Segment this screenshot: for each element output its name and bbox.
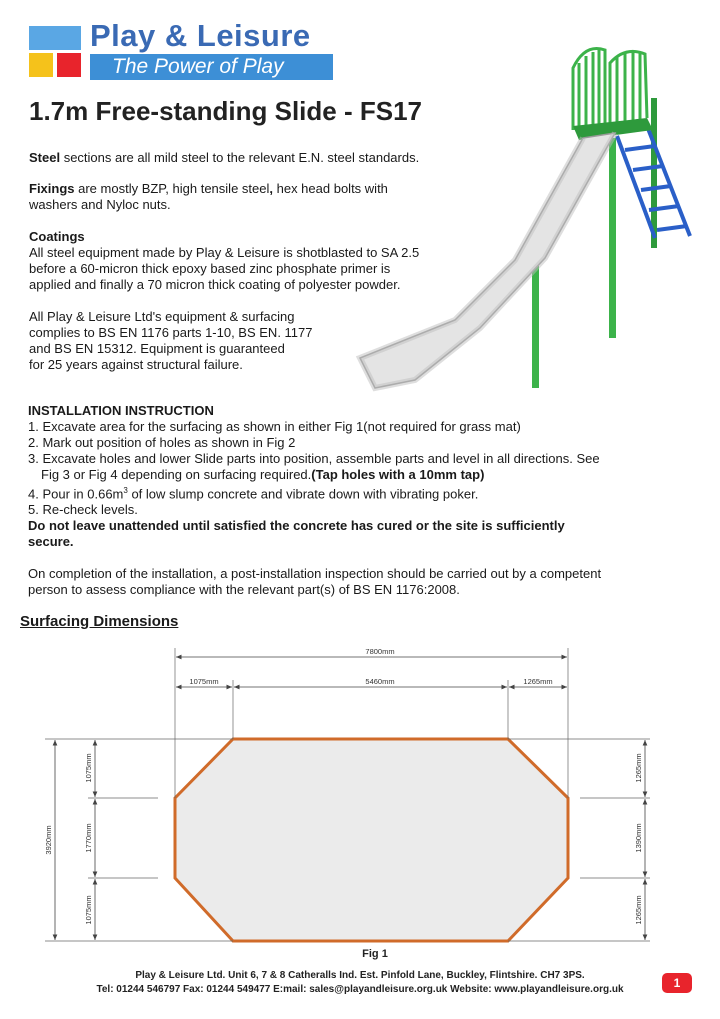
dim-right-bottom: 1265mm xyxy=(634,895,643,925)
footer-contact: Tel: 01244 546797 Fax: 01244 549477 E:mail: sales@playandleisure.org.uk Website: www.playandleisure.org.uk xyxy=(96,984,624,995)
surfacing-outline xyxy=(175,739,568,941)
figure-caption: Fig 1 xyxy=(362,948,388,960)
logo-square-yellow xyxy=(29,53,53,77)
compliance-paragraph xyxy=(29,309,313,373)
brand-name: Play & Leisure xyxy=(90,18,311,53)
completion-line-2: person to assess compliance with the relevant part(s) of BS EN 1176:2008. xyxy=(28,582,460,598)
completion-line-1: On completion of the installation, a post-installation inspection should be carried out by a competent xyxy=(28,566,602,582)
dim-left-bottom: 1075mm xyxy=(84,895,93,925)
dim-left-mid: 1770mm xyxy=(84,823,93,853)
coatings-line: before a 60-micron thick epoxy based zinc phosphate primer is xyxy=(29,261,391,276)
warning-line-2: secure. xyxy=(28,534,74,550)
compliance-line: and BS EN 15312. Equipment is guaranteed xyxy=(29,341,285,356)
surfacing-heading: Surfacing Dimensions xyxy=(20,613,179,630)
logo-square-red xyxy=(57,53,81,77)
warning-line-1: Do not leave unattended until satisfied the concrete has cured or the site is sufficiently xyxy=(28,518,565,534)
slide-post-rear xyxy=(609,138,616,338)
slide-illustration xyxy=(355,38,700,398)
fixings-paragraph xyxy=(29,181,388,213)
dim-right: 1265mm xyxy=(523,677,553,686)
dim-middle: 5460mm xyxy=(365,677,395,686)
installation-step-3-cont: Fig 3 or Fig 4 depending on surfacing required.(Tap holes with a 10mm tap) xyxy=(41,467,485,482)
coatings-line: applied and finally a 70 micron thick coating of polyester powder. xyxy=(29,277,401,292)
compliance-line: complies to BS EN 1176 parts 1-10, BS EN. 1177 xyxy=(29,325,313,340)
dim-total-width: 7800mm xyxy=(365,647,395,656)
installation-step-5: 5. Re-check levels. xyxy=(28,502,138,518)
brand-tagline: The Power of Play xyxy=(112,55,284,78)
steel-paragraph xyxy=(29,150,419,166)
coatings-label: Coatings xyxy=(29,229,85,244)
installation-step-4: 4. Pour in $0.66m^3$ of low slump concrete and vibrate down with vibrating poker. xyxy=(28,486,479,502)
dim-right-mid: 1390mm xyxy=(634,823,643,853)
page-title: 1.7m Free-standing Slide - FS17 xyxy=(29,96,422,126)
dim-left-top: 1075mm xyxy=(84,753,93,783)
fixings-text-2: hex head bolts with xyxy=(273,181,388,196)
compliance-line: for 25 years against structural failure. xyxy=(29,357,243,372)
coatings-line: All steel equipment made by Play & Leisure is shotblasted to SA 2.5 xyxy=(29,245,420,260)
steel-text: sections are all mild steel to the relevant E.N. steel standards. xyxy=(60,150,420,165)
installation-heading: INSTALLATION INSTRUCTION xyxy=(28,403,214,418)
dim-left: 1075mm xyxy=(189,677,219,686)
footer-address: Play & Leisure Ltd. Unit 6, 7 & 8 Catheralls Ind. Est. Pinfold Lane, Buckley, Flintshire. CH7 3PS. xyxy=(135,970,585,981)
coatings-paragraph xyxy=(29,229,419,293)
steel-label: Steel xyxy=(29,150,61,165)
surfacing-diagram xyxy=(0,640,720,965)
fixings-line-2: washers and Nyloc nuts. xyxy=(29,197,171,212)
fixings-text: are mostly BZP, high tensile steel xyxy=(74,181,270,196)
tap-note: (Tap holes with a 10mm tap) xyxy=(311,467,485,482)
page-number-badge: 1 xyxy=(662,973,692,993)
installation-step-2: 2. Mark out position of holes as shown in Fig 2 xyxy=(28,435,296,450)
compliance-line: All Play & Leisure Ltd's equipment & surfacing xyxy=(29,309,295,324)
installation-step-3: 3. Excavate holes and lower Slide parts into position, assemble parts and level in all directions. See xyxy=(28,451,600,466)
dim-total-height: 3920mm xyxy=(44,825,53,855)
fixings-comma: , xyxy=(269,181,273,196)
installation-step-1: 1. Excavate area for the surfacing as shown in either Fig 1(not required for grass mat) xyxy=(28,419,521,434)
logo-square-blue xyxy=(29,26,81,50)
fixings-label: Fixings xyxy=(29,181,75,196)
installation-section xyxy=(28,403,678,598)
dim-right-top: 1265mm xyxy=(634,753,643,783)
platform xyxy=(573,48,647,130)
